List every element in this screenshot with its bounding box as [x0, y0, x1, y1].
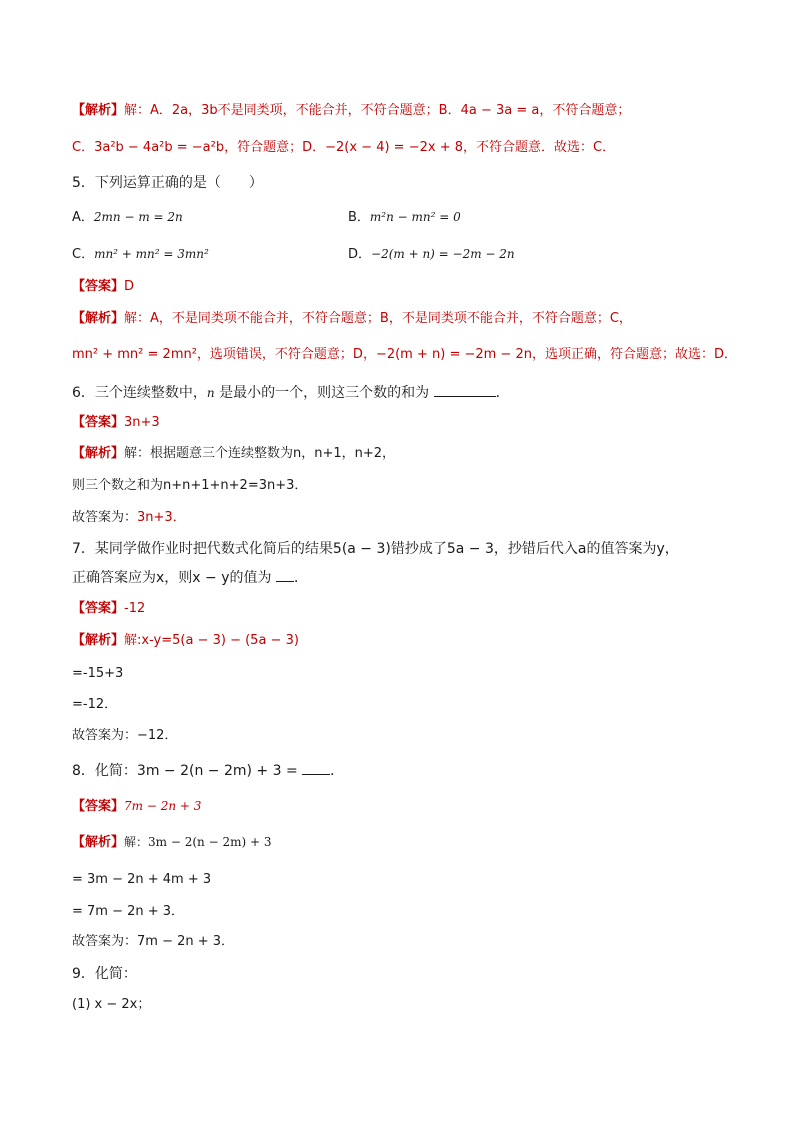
- q9-title: 9．化简：: [72, 966, 137, 982]
- q4-analysis-line-1: [72, 102, 754, 120]
- q8-analysis-line-1: 【解析】解：3m − 2(n − 2m) + 3: [72, 835, 272, 850]
- q5-analysis-line-1: 【解析】解：A，不是同类项不能合并，不符合题意；B，不是同类项不能合并，不符合题意；C，: [72, 311, 632, 326]
- q5-option-d: D．−2(m + n) = −2m − 2n: [348, 247, 515, 262]
- q8-analysis-line-2: = 3m − 2n + 4m + 3: [72, 872, 212, 887]
- q6-analysis-line-2: 则三个数之和为n+n+1+n+2=3n+3．: [72, 478, 308, 493]
- q5-answer: 【答案】D: [72, 279, 135, 294]
- q6-conclusion: 故答案为：3n+3．: [72, 510, 186, 525]
- q8-conclusion: 故答案为：7m − 2n + 3．: [72, 934, 235, 949]
- analysis-tag: 【解析】: [72, 103, 125, 118]
- answer-blank: [276, 569, 294, 582]
- q5-option-b: B．m²n − mn² = 0: [348, 210, 461, 225]
- answer-blank: [434, 384, 496, 397]
- analysis-text: C．3a²b − 4a²b = −a²b，符合题意；D．−2(x − 4) = −2x + 8，不符合题意．故选：C．: [72, 140, 616, 155]
- q6-title: 6．三个连续整数中，n 是最小的一个，则这三个数的和为 ．: [72, 385, 510, 401]
- analysis-text: 解：A．2a，3b不是同类项，不能合并，不符合题意；B．4a − 3a = a，不符合题意；: [124, 103, 631, 118]
- q5-option-a: A．2mn − m = 2n: [72, 210, 183, 225]
- q8-analysis-line-3: = 7m − 2n + 3．: [72, 904, 185, 919]
- answer-blank: [302, 762, 330, 775]
- q5-analysis-line-2: mn² + mn² = 2mn²，选项错误，不符合题意；D，−2(m + n) = −2m − 2n，选项正确，符合题意；故选：D．: [72, 347, 737, 362]
- q7-analysis-line-2: =-15+3: [72, 666, 124, 681]
- q4-analysis-line-2: [72, 139, 754, 157]
- q9-sub-1: (1) x − 2x；: [72, 997, 151, 1012]
- q8-answer: 【答案】7m − 2n + 3: [72, 799, 202, 814]
- q7-title-line-1: 7．某同学做作业时把代数式化简后的结果5(a − 3)错抄成了5a − 3，抄错后代入a的值答案为y，: [72, 541, 679, 557]
- q7-title-line-2: 正确答案应为x，则x − y的值为 ．: [72, 570, 308, 586]
- q7-conclusion: 故答案为：−12．: [72, 728, 178, 743]
- q7-analysis-line-1: 【解析】解:x-y=5(a − 3) − (5a − 3): [72, 633, 299, 648]
- q7-answer: 【答案】-12: [72, 601, 146, 616]
- q7-analysis-line-3: =-12．: [72, 697, 118, 712]
- q5-title: 5．下列运算正确的是（ ）: [72, 175, 263, 191]
- q6-analysis-line-1: 【解析】解：根据题意三个连续整数为n，n+1，n+2，: [72, 446, 396, 461]
- q6-answer: 【答案】3n+3: [72, 415, 160, 430]
- q8-title: 8．化简：3m − 2(n − 2m) + 3 = ．: [72, 763, 345, 779]
- q5-option-c: C．mn² + mn² = 3mn²: [72, 247, 209, 262]
